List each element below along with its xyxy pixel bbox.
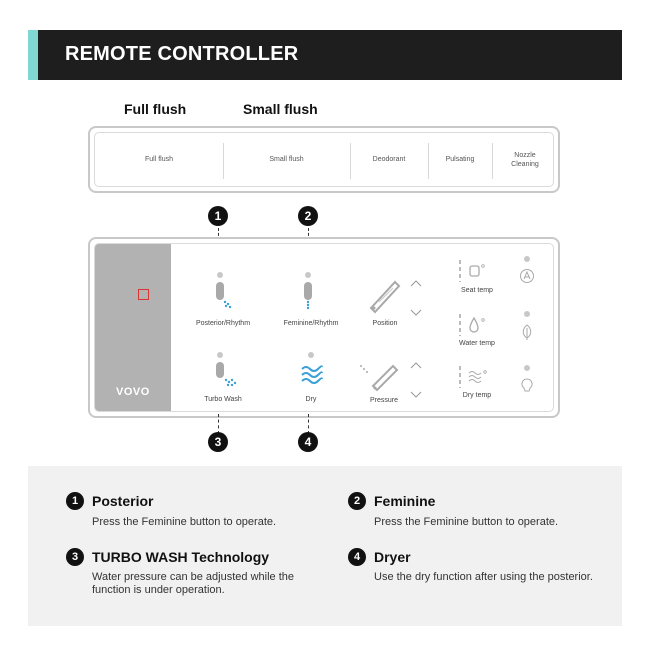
turbo-wash-icon <box>213 352 237 392</box>
page-title: REMOTE CONTROLLER <box>65 43 299 65</box>
info-title-posterior: Posterior <box>92 493 154 509</box>
pressure-icon <box>359 362 403 396</box>
posterior-label: Posterior/Rhythm <box>195 320 251 327</box>
pressure-button[interactable] <box>359 362 403 401</box>
posterior-icon <box>213 272 233 312</box>
temp-indicator-dot <box>524 365 530 371</box>
info-title-dryer: Dryer <box>374 549 411 565</box>
position-label: Position <box>372 320 398 327</box>
brand-logo: VOVO <box>116 386 150 398</box>
remote-main-panel <box>88 237 560 418</box>
pulsating-button-label: Pulsating <box>445 156 475 163</box>
pressure-label: Pressure <box>369 397 398 404</box>
full-flush-button-label: Full flush <box>144 156 173 163</box>
info-title-turbo-wash: TURBO WASH Technology <box>92 549 270 565</box>
temp-indicator-dot <box>524 256 530 262</box>
marker-4-leader-line <box>308 414 309 434</box>
turbo-wash-button[interactable] <box>213 352 237 397</box>
marker-1: 1 <box>208 206 228 226</box>
feminine-icon <box>301 272 321 312</box>
info-title-feminine: Feminine <box>374 493 436 509</box>
power-indicator-icon <box>138 289 149 300</box>
chevron-up-icon <box>410 361 422 369</box>
remote-main-panel-inner <box>94 243 554 412</box>
chevron-up-icon <box>410 279 422 287</box>
full-flush-button[interactable] <box>95 133 223 186</box>
pressure-up-button[interactable] <box>410 356 422 374</box>
info-desc-feminine: Press the Feminine button to operate. <box>374 516 559 528</box>
small-flush-button[interactable] <box>223 133 350 186</box>
dry-wave-icon <box>299 352 323 392</box>
info-desc-turbo-wash: Water pressure can be adjusted while the function is under operation. <box>92 571 294 596</box>
position-button[interactable] <box>365 274 405 319</box>
remote-side-panel <box>95 244 171 411</box>
seat-temp-button[interactable] <box>457 256 497 291</box>
marker-4: 4 <box>298 432 318 452</box>
water-temp-label: Water temp <box>459 340 495 347</box>
temp-level-auto-icon <box>519 268 535 289</box>
small-flush-button-label: Small flush <box>269 156 304 163</box>
info-marker-2: 2 <box>348 492 366 510</box>
pressure-down-button[interactable] <box>410 386 422 404</box>
info-marker-1: 1 <box>66 492 84 510</box>
feminine-button[interactable] <box>301 272 321 317</box>
info-section <box>28 466 622 626</box>
dry-temp-icon <box>457 362 497 392</box>
info-desc-dryer: Use the dry function after using the posterior. <box>374 571 593 583</box>
marker-2: 2 <box>298 206 318 226</box>
nozzle-position-icon <box>365 274 405 314</box>
small-flush-heading: Small flush <box>243 101 318 117</box>
flush-panel <box>88 126 560 193</box>
info-marker-4: 4 <box>348 548 366 566</box>
info-desc-posterior: Press the Feminine button to operate. <box>92 516 277 528</box>
marker-3: 3 <box>208 432 228 452</box>
position-up-button[interactable] <box>410 274 422 292</box>
chevron-down-icon <box>410 391 422 399</box>
position-down-button[interactable] <box>410 304 422 322</box>
leaf-icon <box>519 323 535 346</box>
marker-3-leader-line <box>218 414 219 434</box>
dry-temp-label: Dry temp <box>462 392 492 399</box>
deodorant-button-label: Deodorant <box>372 156 406 163</box>
nozzle-cleaning-button-label: Nozzle Cleaning <box>511 151 539 168</box>
pulsating-button[interactable] <box>428 133 492 186</box>
chevron-down-icon <box>410 309 422 317</box>
water-temp-icon <box>457 310 497 340</box>
lightbulb-icon <box>519 377 535 400</box>
temp-indicator-dot <box>524 311 530 317</box>
info-marker-3: 3 <box>66 548 84 566</box>
seat-temp-icon <box>457 256 497 286</box>
header-accent-bar <box>28 30 38 80</box>
nozzle-cleaning-button[interactable] <box>492 133 558 186</box>
dry-label: Dry <box>305 396 317 403</box>
deodorant-button[interactable] <box>350 133 428 186</box>
turbo-wash-label: Turbo Wash <box>204 396 242 403</box>
posterior-button[interactable] <box>213 272 233 317</box>
section-header <box>28 30 622 80</box>
dry-button[interactable] <box>299 352 323 397</box>
full-flush-heading: Full flush <box>124 101 187 117</box>
flush-panel-inner <box>94 132 554 187</box>
seat-temp-label: Seat temp <box>461 287 493 294</box>
feminine-label: Feminine/Rhythm <box>283 320 339 327</box>
